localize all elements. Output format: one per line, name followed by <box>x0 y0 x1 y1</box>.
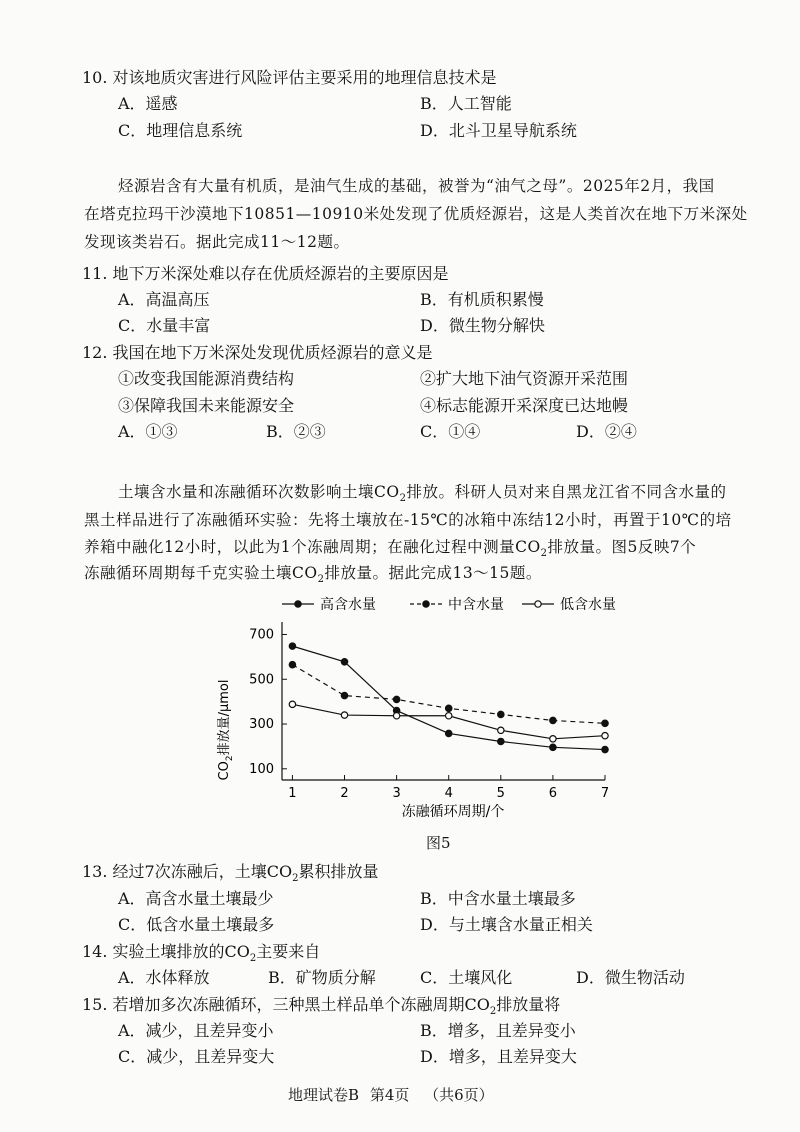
passage2-line-2: 黑土样品进行了冻融循环实验：先将土壤放在-15℃的冰箱中冻结12小时，再置于10℃的培 <box>84 511 732 529</box>
q11-option-c: C．水量丰富 <box>118 316 211 335</box>
passage2-line-1-sub: 2 <box>399 493 407 505</box>
q15-stem-a: 若增加多次冻融循环，三种黑土样品单个冻融周期CO <box>112 995 490 1014</box>
q12-statement-2: ②扩大地下油气资源开采范围 <box>420 369 629 388</box>
chart-legend <box>282 596 616 613</box>
q12-option-a: A．①③ <box>118 422 178 441</box>
data-point <box>393 696 399 702</box>
passage1-line-1: 烃源岩含有大量有机质，是油气生成的基础，被誉为“油气之母”。2025年2月，我国 <box>118 177 715 195</box>
data-point <box>498 727 504 733</box>
q14-stem-sub: 2 <box>249 953 257 965</box>
page-footer <box>288 1084 494 1105</box>
footer-subject: 地理试卷B <box>288 1086 360 1104</box>
q13-stem-a: 经过7次冻融后，土壤CO <box>112 862 293 881</box>
q11-option-b: B．有机质积累慢 <box>420 290 544 309</box>
passage2-line-3-b: 排放量。图5反映7个 <box>547 538 697 556</box>
footer-total: （共6页） <box>424 1086 494 1104</box>
figure-caption: 图5 <box>426 834 451 852</box>
y-tick-label: 300 <box>249 717 274 733</box>
q15-option-d: D．增多，且差异变大 <box>420 1047 577 1066</box>
data-point <box>498 738 504 744</box>
q15-stem-row <box>82 995 561 1018</box>
data-point <box>602 720 608 726</box>
x-tick-label: 4 <box>444 786 453 801</box>
q11-stem-row <box>82 264 449 284</box>
x-tick-label: 6 <box>548 786 558 801</box>
q10-option-a: A．遥感 <box>118 94 178 113</box>
passage2-line-3-sub: 2 <box>540 548 548 560</box>
q14-number: 14. <box>82 942 108 961</box>
q15-option-c: C．减少，且差异变大 <box>118 1047 275 1066</box>
q14-stem-b: 主要来自 <box>256 942 321 961</box>
q15-number: 15. <box>82 995 108 1014</box>
data-point <box>446 730 452 736</box>
passage2-line-1-b: 排放。科研人员对来自黑龙江省不同含水量的 <box>406 483 727 501</box>
q12-stem-row <box>82 343 433 363</box>
data-point <box>602 746 608 752</box>
data-point <box>289 701 295 707</box>
q13-option-a: A．高含水量土壤最少 <box>118 889 274 908</box>
q13-number: 13. <box>82 862 108 881</box>
q14-option-d: D．微生物活动 <box>576 968 685 987</box>
passage1-line-3: 发现该类岩石。据此完成11～12题。 <box>84 233 350 251</box>
data-point <box>446 713 452 719</box>
q13-stem-row <box>82 862 379 885</box>
passage2-line-4 <box>84 563 542 586</box>
q15-option-b: B．增多，且差异变小 <box>420 1021 576 1040</box>
passage2-line-4-sub: 2 <box>317 574 325 586</box>
q12-stem: 我国在地下万米深处发现优质烃源岩的意义是 <box>112 343 433 362</box>
q14-option-c: C．土壤风化 <box>420 968 513 987</box>
q10-option-b: B．人工智能 <box>420 94 512 113</box>
q12-statement-4: ④标志能源开采深度已达地幔 <box>420 396 629 415</box>
y-axis-label <box>216 680 235 781</box>
passage1-line-2: 在塔克拉玛干沙漠地下10851—10910米处发现了优质烃源岩，这是人类首次在地下万米深处 <box>84 205 748 223</box>
q12-number: 12. <box>82 343 108 362</box>
q11-option-a: A．高温高压 <box>118 290 210 309</box>
q13-option-d: D．与土壤含水量正相关 <box>420 915 593 934</box>
legend-marker <box>535 601 541 607</box>
data-point <box>341 692 347 698</box>
legend-label: 中含水量 <box>448 597 504 613</box>
passage2-line-4-b: 排放量。据此完成13～15题。 <box>324 564 542 582</box>
q14-option-b: B．矿物质分解 <box>268 968 376 987</box>
q12-statement-1: ①改变我国能源消费结构 <box>118 369 295 388</box>
q13-option-b: B．中含水量土壤最多 <box>420 889 576 908</box>
passage2-line-3 <box>84 537 697 560</box>
q12-statement-3: ③保障我国未来能源安全 <box>118 396 295 415</box>
data-point <box>550 736 556 742</box>
q14-stem-a: 实验土壤排放的CO <box>112 942 250 961</box>
q14-option-a: A．水体释放 <box>118 968 210 987</box>
x-tick-label: 1 <box>288 786 297 801</box>
x-axis-label: 冻融循环周期/个 <box>401 804 505 820</box>
co2-emission-line-chart <box>200 590 640 830</box>
q11-stem: 地下万米深处难以存在优质烃源岩的主要原因是 <box>112 264 449 283</box>
data-point <box>341 712 347 718</box>
legend-marker <box>423 601 429 607</box>
q11-option-d: D．微生物分解快 <box>420 316 545 335</box>
y-tick-label: 100 <box>249 761 274 777</box>
q12-option-c: C．①④ <box>420 422 481 441</box>
x-tick-label: 7 <box>600 786 610 801</box>
data-point <box>289 662 295 668</box>
q15-stem-b: 排放量将 <box>496 995 561 1014</box>
data-point <box>446 705 452 711</box>
legend-label: 低含水量 <box>560 597 616 613</box>
y-axis-label-b: 排放量/μmol <box>217 679 232 756</box>
y-tick-label: 700 <box>249 627 274 643</box>
x-tick-label: 2 <box>340 786 349 801</box>
q10-number: 10. <box>82 68 108 87</box>
footer-page: 第4页 <box>369 1086 410 1104</box>
data-point <box>393 713 399 719</box>
data-point <box>289 643 295 649</box>
q13-stem-sub: 2 <box>292 873 299 885</box>
passage2-line-1 <box>118 482 727 505</box>
x-tick-label: 5 <box>496 786 505 801</box>
y-axis-label-sub: 2 <box>225 755 235 762</box>
q14-stem-row <box>82 942 321 965</box>
passage2-line-1-a: 土壤含水量和冻融循环次数影响土壤CO <box>118 483 400 501</box>
series-1 <box>289 643 608 753</box>
data-point <box>550 717 556 723</box>
data-point <box>602 732 608 738</box>
q10-stem-row <box>82 68 497 88</box>
q15-option-a: A．减少，且差异变小 <box>118 1021 274 1040</box>
q13-option-c: C．低含水量土壤最多 <box>118 915 275 934</box>
q13-stem-b: 累积排放量 <box>298 862 379 881</box>
q12-option-b: B．②③ <box>266 422 326 441</box>
data-point <box>550 744 556 750</box>
data-point <box>341 659 347 665</box>
y-tick-label: 500 <box>249 672 274 688</box>
passage2-line-3-a: 养箱中融化12小时，以此为1个冻融周期；在融化过程中测量CO <box>84 538 541 556</box>
legend-label: 高含水量 <box>320 597 376 613</box>
legend-marker <box>295 601 301 607</box>
q12-option-d: D．②④ <box>576 422 637 441</box>
data-point <box>498 711 504 717</box>
q11-number: 11. <box>82 264 108 283</box>
chart-series <box>289 643 608 753</box>
passage2-line-4-a: 冻融循环周期每千克实验土壤CO <box>84 564 318 582</box>
q15-stem-sub: 2 <box>489 1006 497 1018</box>
q10-stem: 对该地质灾害进行风险评估主要采用的地理信息技术是 <box>112 68 497 87</box>
y-axis-label-a: CO <box>217 761 232 781</box>
q10-option-d: D．北斗卫星导航系统 <box>420 121 577 140</box>
q10-option-c: C．地理信息系统 <box>118 121 243 140</box>
x-tick-label: 3 <box>392 786 401 801</box>
